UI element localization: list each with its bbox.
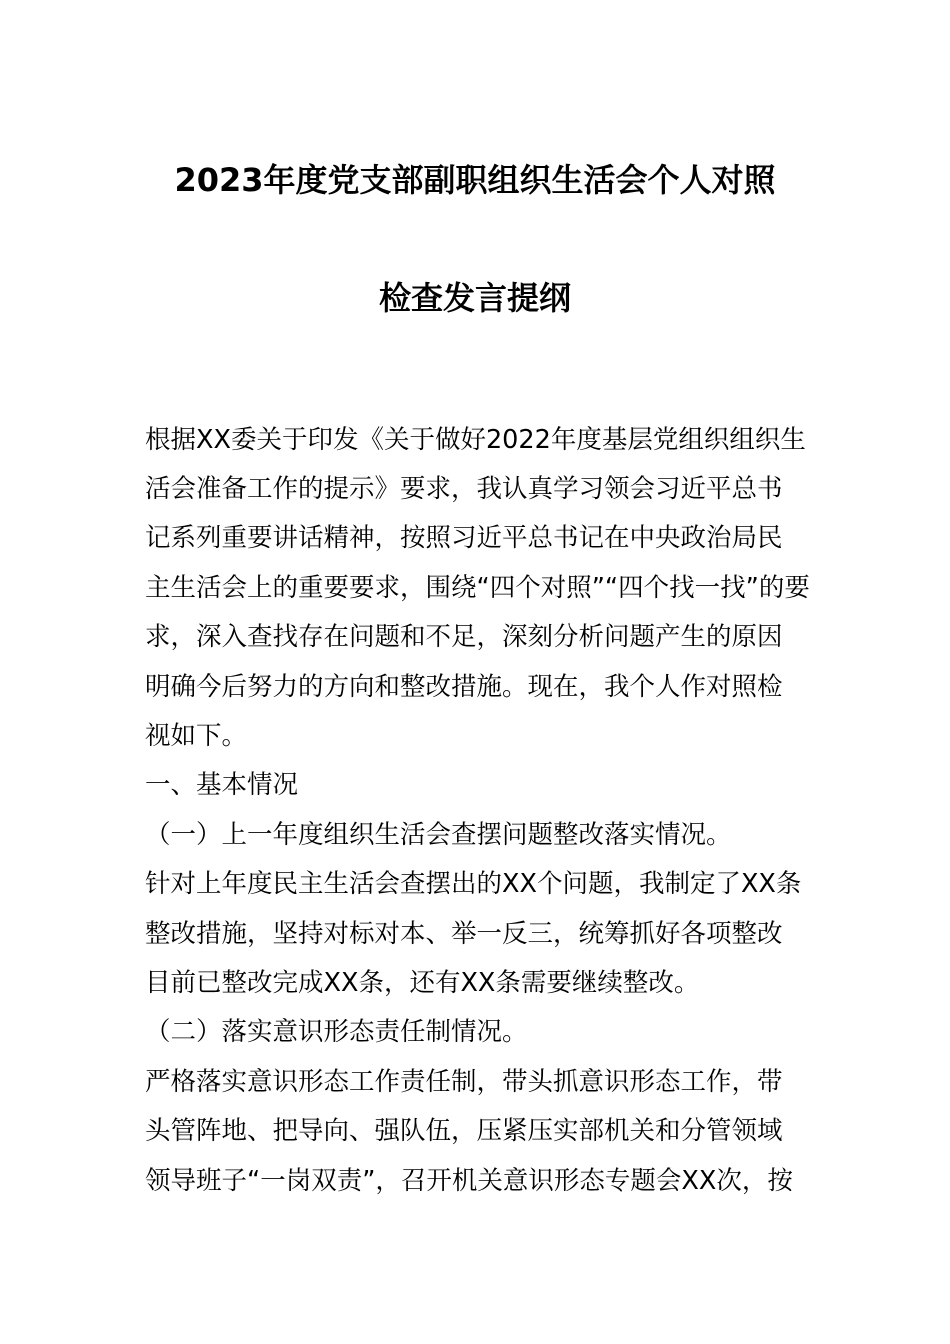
paragraph-line: 严格落实意识形态工作责任制，带头抓意识形态工作，带 [145,1067,783,1097]
paragraph-line: 针对上年度民主生活会查摆出的XX个问题，我制定了XX条 [145,869,802,899]
paragraph-line: 主生活会上的重要要求，围绕“四个对照”“四个找一找”的要 [145,573,810,603]
paragraph-line: 整改措施，坚持对标对本、举一反三，统筹抓好各项整改 [145,919,783,949]
subsection-heading: （二）落实意识形态责任制情况。 [145,1017,528,1047]
paragraph-line: 视如下。 [145,721,248,751]
paragraph-line: 活会准备工作的提示》要求，我认真学习领会习近平总书 [145,474,783,504]
paragraph-line: 明确今后努力的方向和整改措施。现在，我个人作对照检 [145,672,783,702]
paragraph-line: 头管阵地、把导向、强队伍，压紧压实部机关和分管领域 [145,1116,783,1146]
document-title-line-1: 2023年度党支部副职组织生活会个人对照 [174,161,776,199]
paragraph-line: 求，深入查找存在问题和不足，深刻分析问题产生的原因 [145,622,783,652]
paragraph-line: 领导班子“一岗双责”，召开机关意识形态专题会XX次，按 [145,1166,793,1196]
paragraph-line: 记系列重要讲话精神，按照习近平总书记在中央政治局民 [145,523,783,553]
section-heading: 一、基本情况 [145,770,299,800]
document-title-line-2: 检查发言提纲 [378,279,571,317]
subsection-heading: （一）上一年度组织生活会查摆问题整改落实情况。 [145,820,732,850]
paragraph-line: 目前已整改完成XX条，还有XX条需要继续整改。 [145,968,700,998]
paragraph-line: 根据XX委关于印发《关于做好2022年度基层党组织组织生 [145,425,806,455]
